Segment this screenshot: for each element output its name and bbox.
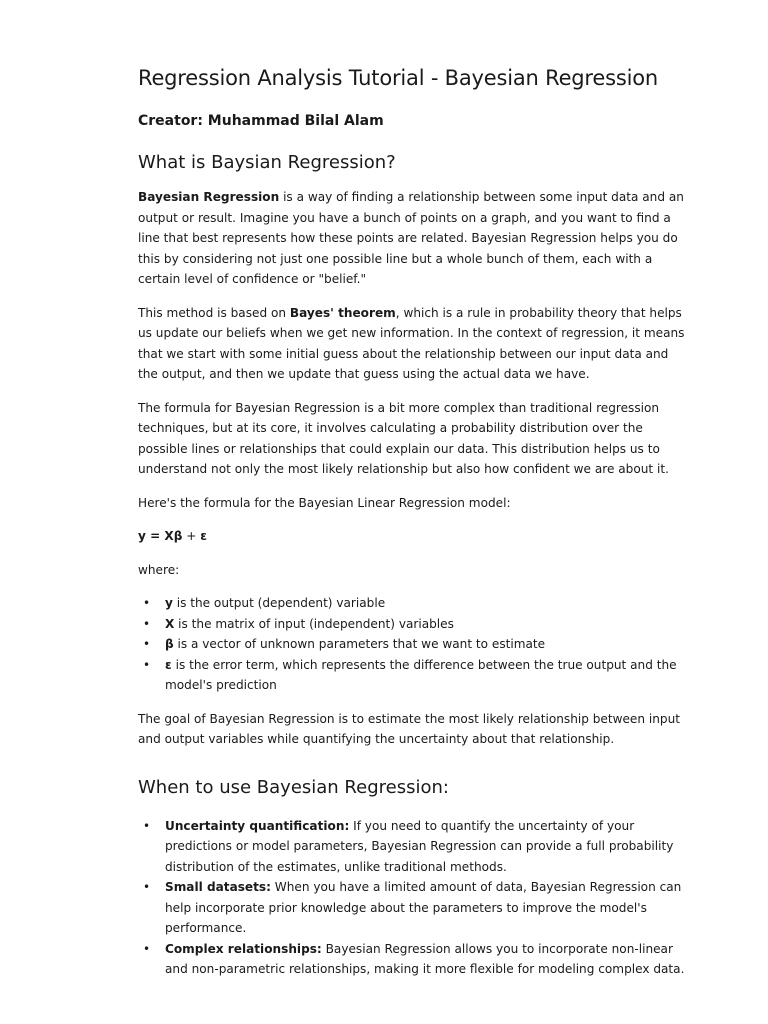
- paragraph-bayes-text: , which is a rule in probability theory that helps us update our beliefs when we get new information. In the context of regression, it means that we start with some initial guess about the relationship between our input data and the output, and then we update that guess using the actual data we have.: [138, 305, 685, 381]
- bullet-icon: •: [143, 596, 151, 610]
- paragraph-formula-lead: Here's the formula for the Bayesian Linear Regression model:: [138, 495, 511, 510]
- term-description: is the error term, which represents the difference between the true output and the model's prediction: [165, 657, 677, 692]
- list-item: [143, 634, 692, 655]
- list-item: [143, 816, 692, 878]
- formula-rhs: ε: [200, 529, 207, 543]
- term-bayesian-regression: Bayesian Regression: [138, 190, 280, 204]
- term-symbol: β: [165, 637, 174, 651]
- use-case-text: If you need to quantify the uncertainty of your predictions or model parameters, Bayesian Regression can provide a full probability distribution of the estimates, unlike traditional methods.: [165, 818, 674, 874]
- list-item: [143, 877, 692, 939]
- use-case-label: Uncertainty quantification:: [165, 818, 350, 833]
- use-case-label: Small datasets:: [165, 880, 271, 894]
- use-case-text: Bayesian Regression allows you to incorporate non-linear and non-parametric relationships, making it more flexible for modeling complex data.: [165, 941, 685, 976]
- paragraph-intro: [138, 187, 692, 290]
- bullet-icon: •: [143, 880, 151, 894]
- term-description: is the matrix of input (independent) variables: [174, 616, 454, 631]
- formula-plus: +: [182, 529, 201, 543]
- section-heading-what-is: What is Baysian Regression?: [138, 152, 396, 173]
- section-heading-when-to-use: When to use Bayesian Regression:: [138, 776, 449, 798]
- bullet-icon: •: [143, 616, 151, 631]
- formula-lhs: y = Xβ: [138, 529, 183, 543]
- paragraph-goal: The goal of Bayesian Regression is to estimate the most likely relationship between input and output variables while quantifying the uncertainty about that relationship.: [138, 711, 680, 746]
- list-item: [143, 939, 692, 980]
- term-bayes-theorem: Bayes' theorem: [289, 305, 396, 320]
- term-description: is the output (dependent) variable: [172, 596, 386, 610]
- creator-line: Creator: Muhammad Bilal Alam: [138, 113, 384, 129]
- term-list: [138, 593, 692, 696]
- bullet-icon: •: [143, 637, 151, 651]
- formula: [138, 526, 692, 547]
- term-symbol: ε: [165, 657, 172, 672]
- term-symbol: X: [165, 616, 175, 631]
- paragraph-formula-intro: The formula for Bayesian Regression is a bit more complex than traditional regression techniques, but at its core, it involves calculating a probability distribution over the possible lines or relationships that could explain our data. This distribution helps us to understand not only the most likely relationship but also how confident we are about it.: [138, 400, 669, 476]
- use-case-label: Complex relationships:: [165, 941, 322, 956]
- list-item: [143, 593, 692, 614]
- page-title: Regression Analysis Tutorial - Bayesian Regression: [138, 66, 658, 90]
- use-case-text: When you have a limited amount of data, Bayesian Regression can help incorporate prior knowledge about the parameters to improve the model's performance.: [165, 880, 682, 935]
- bullet-icon: •: [143, 657, 151, 672]
- use-case-list: [138, 816, 692, 980]
- bullet-icon: •: [143, 818, 151, 833]
- paragraph-bayes-theorem: [138, 303, 692, 385]
- bullet-icon: •: [143, 941, 151, 956]
- paragraph-intro-text: is a way of finding a relationship between some input data and an output or result. Imagine you have a bunch of points on a graph, and you want to find a line that best represents how these points are related. Bayesian Regression helps you do this by considering not just one possible line but a whole bunch of them, each with a certain level of confidence or "belief.": [138, 190, 684, 286]
- paragraph-bayes-pre: This method is based on: [138, 305, 290, 320]
- where-label: where:: [138, 562, 180, 577]
- term-description: is a vector of unknown parameters that we want to estimate: [173, 637, 546, 651]
- list-item: [143, 614, 692, 635]
- list-item: [143, 655, 692, 696]
- term-symbol: y: [165, 596, 173, 610]
